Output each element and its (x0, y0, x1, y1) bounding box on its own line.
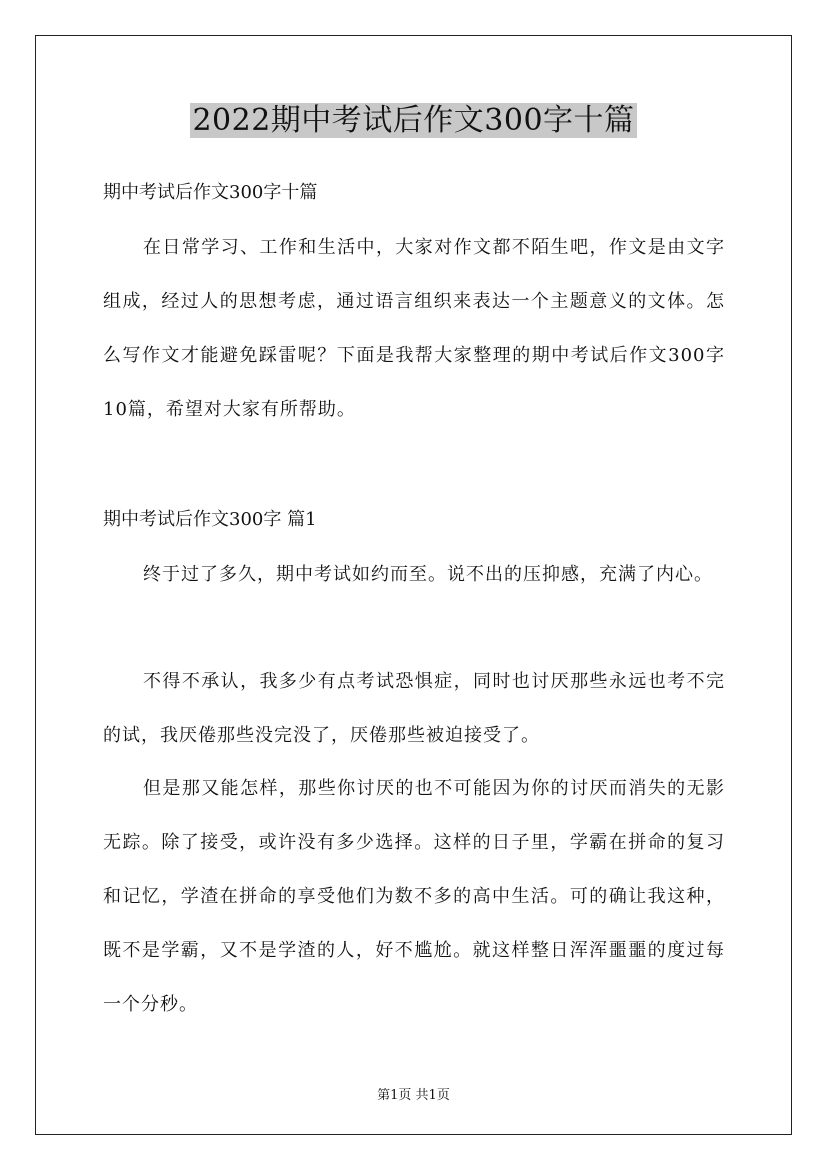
page-footer: 第1页 共1页 (377, 1088, 450, 1103)
section-heading: 期中考试后作文300字 篇1 (103, 509, 317, 530)
document-subtitle: 期中考试后作文300字十篇 (103, 182, 318, 203)
body-paragraph-2: 不得不承认，我多少有点考试恐惧症，同时也讨厌那些永远也考不完的试，我厌倦那些没完没了，厌倦那些被迫接受了。 (103, 671, 725, 746)
document-title-wrap (0, 100, 827, 142)
intro-paragraph: 在日常学习、工作和生活中，大家对作文都不陌生吧，作文是由文字组成，经过人的思想考虑，通过语言组织来表达一个主题意义的文体。怎么写作文才能避免踩雷呢？下面是我帮大家整理的期中考试后作文300字10篇，希望对大家有所帮助。 (103, 237, 725, 420)
body-paragraph-1: 终于过了多久，期中考试如约而至。说不出的压抑感，充满了内心。 (143, 564, 713, 585)
document-title: 2022期中考试后作文300字十篇 (192, 103, 635, 138)
body-paragraph-3: 但是那又能怎样，那些你讨厌的也不可能因为你的讨厌而消失的无影无踪。除了接受，或许没有多少选择。这样的日子里，学霸在拼命的复习和记忆，学渣在拼命的享受他们为数不多的高中生活。可的确让我这种，既不是学霸，又不是学渣的人，好不尴尬。就这样整日浑浑噩噩的度过每一个分秒。 (103, 778, 725, 1015)
